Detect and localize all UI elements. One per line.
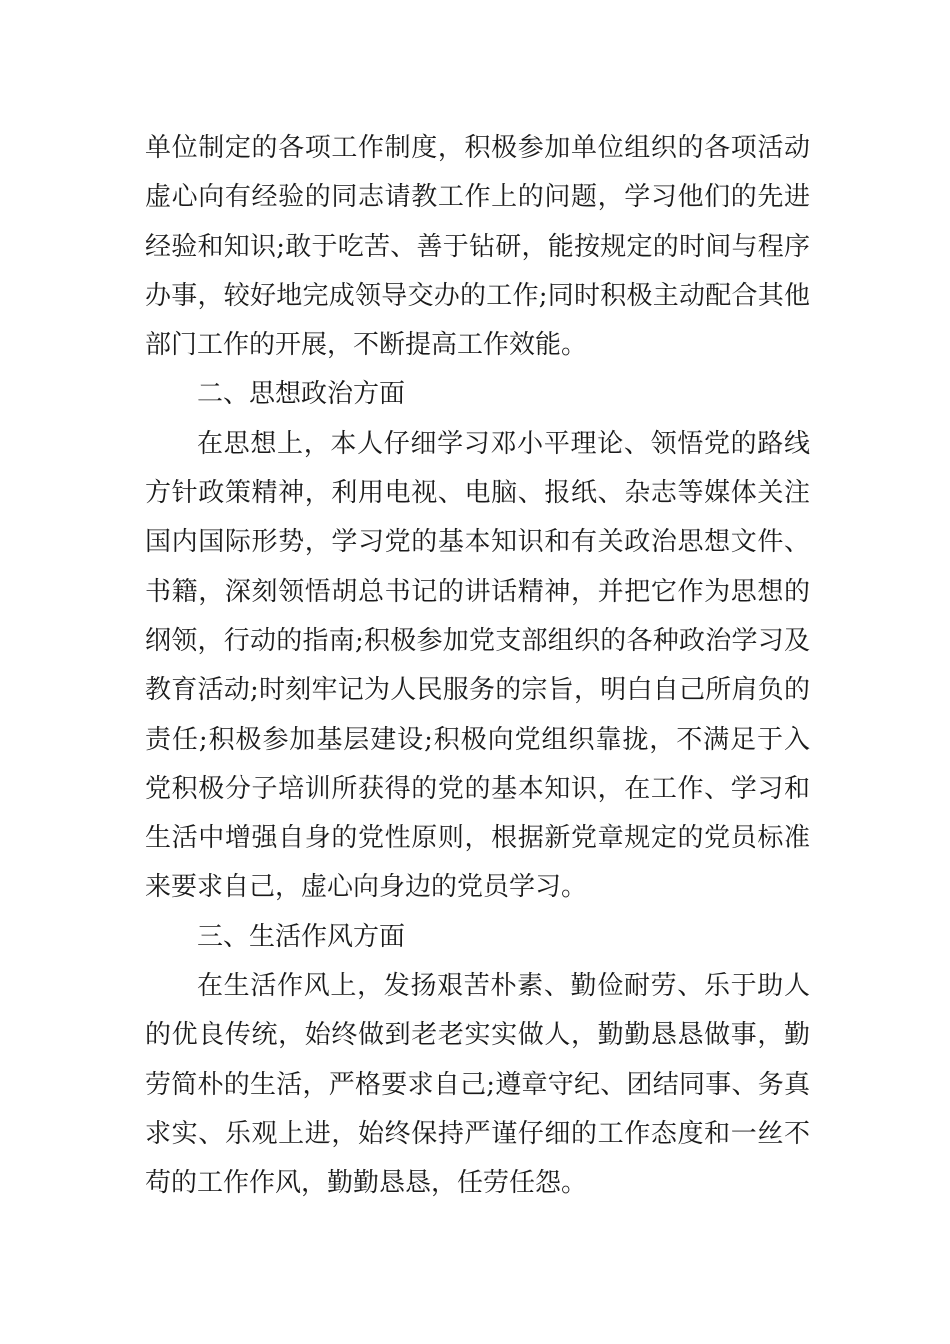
- body-line: 办事，较好地完成领导交办的工作;同时积极主动配合其他: [145, 280, 810, 311]
- body-line: 生活中增强自身的党性原则，根据新党章规定的党员标准: [145, 823, 810, 854]
- body-line: 部门工作的开展，不断提高工作效能。: [145, 330, 588, 361]
- body-line: 来要求自己，虚心向身边的党员学习。: [145, 872, 588, 903]
- body-line: 书籍，深刻领悟胡总书记的讲话精神，并把它作为思想的: [145, 576, 810, 607]
- body-line: 国内国际形势，学习党的基本知识和有关政治思想文件、: [145, 527, 810, 558]
- body-line: 党积极分子培训所获得的党的基本知识，在工作、学习和: [145, 773, 810, 804]
- body-line: 责任;积极参加基层建设;积极向党组织靠拢，不满足于入: [145, 724, 810, 755]
- body-line: 劳简朴的生活，严格要求自己;遵章守纪、团结同事、务真: [145, 1069, 810, 1100]
- body-line: 的优良传统，始终做到老老实实做人，勤勤恳恳做事，勤: [145, 1020, 810, 1051]
- body-line: 方针政策精神，利用电视、电脑、报纸、杂志等媒体关注: [145, 478, 810, 509]
- body-line: 单位制定的各项工作制度，积极参加单位组织的各项活动: [145, 133, 810, 163]
- paragraph-first-line: 在生活作风上，发扬艰苦朴素、勤俭耐劳、乐于助人: [197, 971, 810, 1002]
- paragraph-first-line: 在思想上，本人仔细学习邓小平理论、领悟党的路线: [197, 428, 810, 459]
- body-line: 苟的工作作风，勤勤恳恳，任劳任怨。: [145, 1168, 588, 1199]
- body-line: 教育活动;时刻牢记为人民服务的宗旨，明白自己所肩负的: [145, 675, 810, 706]
- body-line: 虚心向有经验的同志请教工作上的问题，学习他们的先进: [145, 182, 810, 213]
- section-heading: 三、生活作风方面: [197, 921, 406, 952]
- document-body: [145, 124, 810, 1209]
- section-heading: 二、思想政治方面: [197, 379, 406, 410]
- body-line: 求实、乐观上进，始终保持严谨仔细的工作态度和一丝不: [145, 1118, 810, 1149]
- body-line: 纲领，行动的指南;积极参加党支部组织的各种政治学习及: [145, 625, 810, 656]
- body-line: 经验和知识;敢于吃苦、善于钻研，能按规定的时间与程序: [145, 231, 810, 262]
